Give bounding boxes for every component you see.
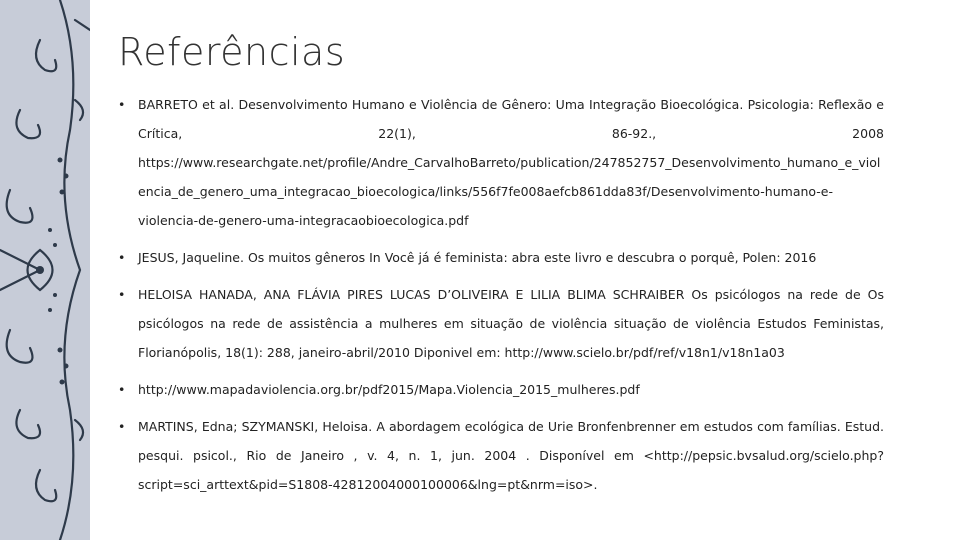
reference-item [118, 280, 884, 367]
reference-link[interactable]: http://www.mapadaviolencia.org.br/pdf2015/Mapa.Violencia_2015_mulheres.pdf [138, 382, 640, 397]
reference-text: JESUS, Jaqueline. Os muitos gêneros In Você já é feminista: abra este livro e descubra o porquê, Polen: 2016 [138, 250, 817, 265]
bullet-icon: • [118, 287, 126, 302]
mandala-ornament-icon [0, 0, 90, 540]
bullet-icon: • [118, 419, 126, 434]
page-title: Referências [118, 30, 346, 74]
reference-item [118, 375, 884, 404]
bullet-icon: • [118, 382, 126, 397]
bullet-icon: • [118, 97, 126, 112]
reference-item [118, 412, 884, 499]
references-list [118, 90, 884, 507]
reference-item [118, 243, 884, 272]
reference-text: BARRETO et al. Desenvolvimento Humano e Violência de Gênero: Uma Integração Bioecológica. Psicologia: Reflexão e Crítica, 22(1), 86-92., 2008 https://www.researchgate.net/profile/Andre_CarvalhoBarreto/publication/247852757_Desenvolvimento_humano_e_violencia_de_genero_uma_integracao_bioecologica/links/556f7fe008aefcb861dda83f/Desenvolvimento-humano-e-violencia-de-genero-uma-integracaobioecologica.pdf [138, 97, 884, 228]
bullet-icon: • [118, 250, 126, 265]
reference-item [118, 90, 884, 235]
decorative-sidebar [0, 0, 90, 540]
reference-text: MARTINS, Edna; SZYMANSKI, Heloisa. A abordagem ecológica de Urie Bronfenbrenner em estudos com famílias. Estud. pesqui. psicol., Rio de Janeiro , v. 4, n. 1, jun. 2004 . Disponível em <http://pepsic.bvsalud.org/scielo.php?script=sci_arttext&pid=S1808-42812004000100006&lng=pt&nrm=iso>. [138, 419, 884, 492]
reference-text: HELOISA HANADA, ANA FLÁVIA PIRES LUCAS D’OLIVEIRA E LILIA BLIMA SCHRAIBER Os psicólogos na rede de Os psicólogos na rede de assistência a mulheres em situação de violência situação de violência Estudos Feministas, Florianópolis, 18(1): 288, janeiro-abril/2010 Diponivel em: http://www.scielo.br/pdf/ref/v18n1/v18n1a03 [138, 287, 884, 360]
